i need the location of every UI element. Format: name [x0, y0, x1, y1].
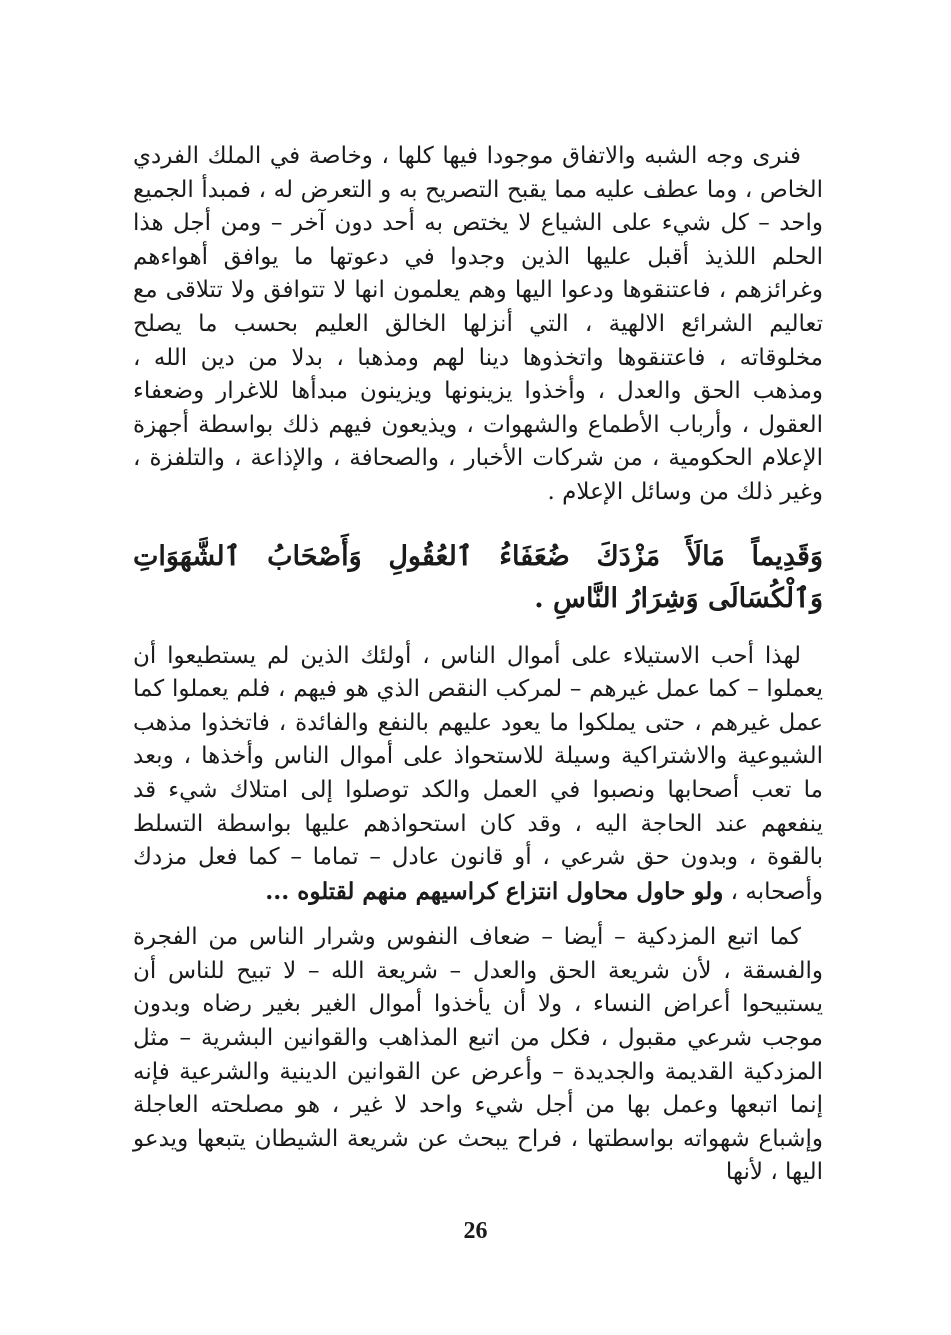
paragraph-3-text: كما اتبع المزدكية – أيضا – ضعاف النفوس وشرار الناس من الفجرة والفسقة ، لأن شريعة الحق والعدل – شريعة الله – لا تبيح للناس أن يستبيحوا أعراض النساء ، ولا أن يأخذوا أموال الغير بغير رضاه وبدون موجب شرعي مقبول ، فكل من اتبع المذاهب والقوانين البشرية – مثل المزدكية القديمة والجديدة – وأعرض عن القوانين الدينية والشرعية فإنه إنما اتبعها وعمل بها من أجل شيء واحد لا غير ، هو مصلحته العاجلة وإشباع شهواته بواسطتها ، فراح يبحث عن شريعة الشيطان يتبعها ويدعو اليها ، لأنها: [133, 924, 823, 1186]
quoted-verse: وَقَدِيماً مَالَأَ مَزْدَكَ ضُعَفَاءُ ٱلعُقُولِ وَأَصْحَابُ ٱلشَّهَوَاتِ وَٱلْكُسَالَى وَشِرَارُ النَّاسِ .: [133, 540, 823, 614]
page-body: [133, 140, 823, 1190]
paragraph-2-bold-text: ولو حاول محاول انتزاع كراسيهم منهم لقتلوه ...: [265, 877, 724, 905]
paragraph-2-text: لهذا أحب الاستيلاء على أموال الناس ، أولئك الذين لم يستطيعوا أن يعملوا – كما عمل غيرهم – لمركب النقص الذي هو فيهم ، فلم يعملوا كما عمل غيرهم ، حتى يملكوا ما يعود عليهم بالنفع والفائدة ، فاتخذوا مذهب الشيوعية والاشتراكية وسيلة للاستحواذ على أموال الناس وأخذها ، وبعد ما تعب أصحابها ونصبوا في العمل والكد توصلوا إلى امتلاك شيء قد ينفعهم عند الحاجة اليه ، وقد كان استحواذهم عليها بواسطة التسلط بالقوة ، وبدون حق شرعي ، أو قانون عادل – تماما – كما فعل مزدك وأصحابه ،: [133, 642, 823, 905]
paragraph-2: [133, 640, 823, 910]
page-number: 26: [463, 1218, 488, 1244]
paragraph-3: [133, 921, 823, 1190]
paragraph-1: [133, 140, 823, 510]
paragraph-1-text: فنرى وجه الشبه والاتفاق موجودا فيها كلها ، وخاصة في الملك الفردي الخاص ، وما عطف عليه مما يقبح التصريح به و التعرض له ، فمبدأ الجميع واحد – كل شيء على الشياع لا يختص به أحد دون آخر – ومن أجل هذا الحلم اللذيذ أقبل عليها الذين وجدوا في دعوتها ما يوافق أهواءهم وغرائزهم ، فاعتنقوها ودعوا اليها وهم يعلمون انها لا تتوافق ولا تتلاقى مع تعاليم الشرائع الالهية ، التي أنزلها الخالق العليم بحسب ما يصلح مخلوقاته ، فاعتنقوها واتخذوها دينا لهم ومذهبا ، بدلا من دين الله ، ومذهب الحق والعدل ، وأخذوا يزينونها ويزينون مبدأها للاغرار وضعفاء العقول ، وأرباب الأطماع والشهوات ، ويذيعون فيهم ذلك بواسطة أجهزة الإعلام الحكومية ، من شركات الأخبار ، والصحافة ، والإذاعة ، والتلفزة ، وغير ذلك من وسائل الإعلام .: [133, 143, 824, 505]
